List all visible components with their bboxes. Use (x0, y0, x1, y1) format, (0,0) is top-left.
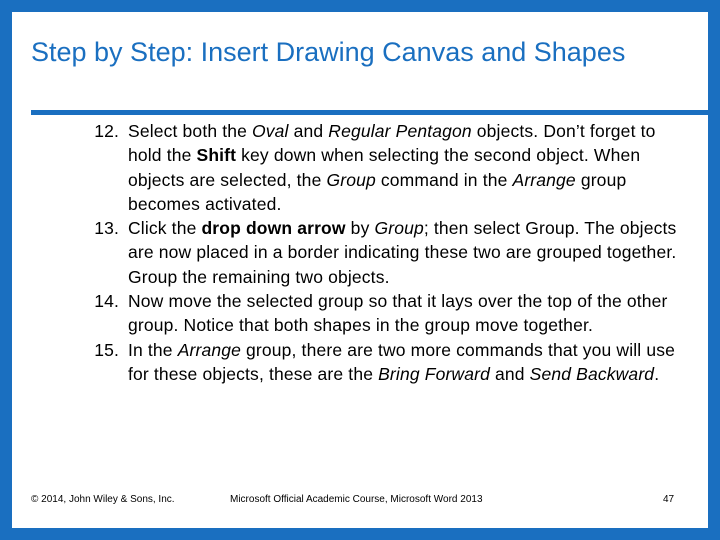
footer-page-number: 47 (663, 494, 675, 505)
text-run: group becomes activated. (128, 169, 627, 214)
italic-term: Arrange (512, 169, 576, 190)
footer-copyright: © 2014, John Wiley & Sons, Inc. (31, 494, 175, 505)
step-number: 12. (94, 121, 119, 141)
text-run: command in the (375, 169, 513, 190)
text-run: Click the (128, 218, 202, 239)
text-run: In the (128, 339, 178, 360)
bold-term: Shift (196, 145, 237, 166)
step-number: 14. (94, 291, 119, 312)
step-text (119, 119, 688, 216)
step-text (119, 289, 688, 338)
italic-term: Send Backward (529, 363, 655, 384)
text-run: objects. Don’t forget to hold the (128, 121, 656, 166)
step-item (80, 119, 690, 216)
italic-term: Group (326, 169, 376, 190)
text-run: ; then select Group. The objects are now placed in a border indicating these two are grouped together. Group the remaining two objects. (128, 218, 677, 287)
italic-term: Regular Pentagon (328, 121, 472, 141)
text-run: and (489, 363, 530, 384)
italic-term: Bring Forward (378, 363, 490, 384)
text-run: and (288, 121, 329, 141)
italic-term: Oval (252, 121, 289, 141)
text-run: Now move the selected group so that it lays over the top of the other group. Notice that both shapes in the group move together. (128, 291, 668, 336)
slide-title: Step by Step: Insert Drawing Canvas and Shapes (31, 37, 626, 67)
step-list (80, 119, 690, 386)
italic-term: Group (374, 218, 424, 239)
text-run: by (345, 218, 375, 239)
footer-course: Microsoft Official Academic Course, Microsoft Word 2013 (230, 494, 483, 505)
bold-term: drop down arrow (201, 218, 346, 239)
text-run: . (654, 363, 660, 384)
italic-term: Arrange (177, 339, 242, 360)
title-divider (31, 110, 708, 115)
step-item (80, 338, 690, 387)
text-run: Select both the (128, 121, 253, 141)
text-run: group, there are two more commands that you will use for these objects, these are the (128, 339, 675, 384)
step-number: 13. (94, 218, 119, 239)
step-text (119, 216, 688, 289)
step-item (80, 289, 690, 338)
step-number: 15. (94, 339, 119, 360)
step-item (80, 216, 690, 289)
step-text (119, 338, 688, 387)
text-run: key down when selecting the second object. When objects are selected, the (128, 145, 641, 190)
